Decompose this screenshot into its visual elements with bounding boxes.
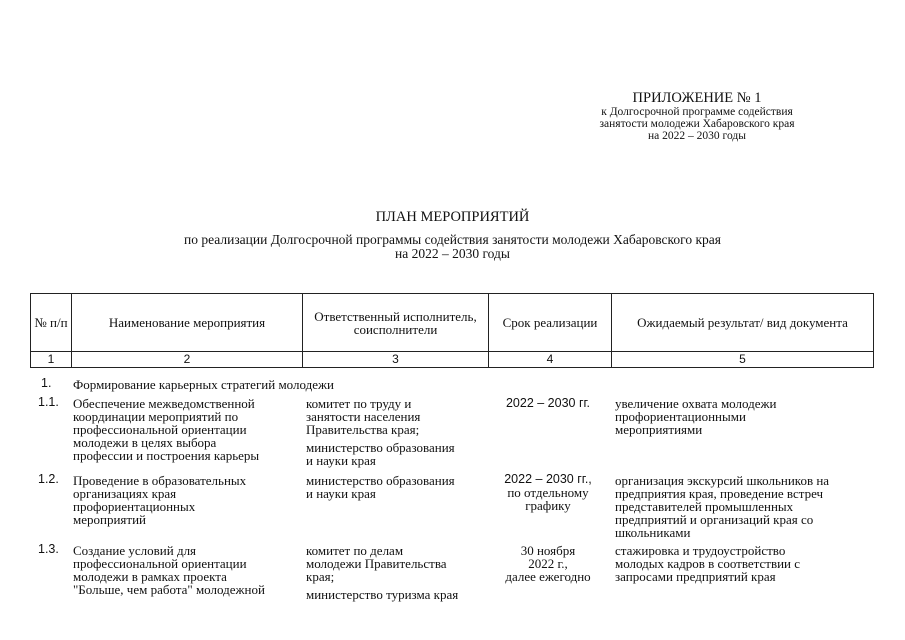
row-executor-line: молодежи Правительства [306, 556, 447, 571]
row-number: 1.2. [38, 472, 59, 486]
row-result-line: молодых кадров в соответствии с [615, 556, 801, 571]
header-name: Наименование мероприятия [72, 294, 303, 352]
row-term-line: 2022 г., [528, 556, 568, 571]
row-term-line: 2022 – 2030 гг. [505, 396, 591, 410]
row-executor-line: министерство туризма края [306, 587, 459, 602]
header-number: № п/п [31, 294, 72, 352]
row-name-line: "Больше, чем работа" молодежной [73, 582, 265, 597]
row-term-line: по отдельному [507, 485, 589, 500]
column-number-3: 3 [303, 352, 489, 368]
row-name-line: молодежи в рамках проекта [73, 569, 227, 584]
row-term-line: 30 ноября [520, 543, 576, 558]
header-result: Ожидаемый результат/ вид документа [612, 294, 874, 352]
row-result-line: увеличение охвата молодежи [615, 396, 777, 411]
section-title: Формирование карьерных стратегий молодежи [73, 377, 334, 392]
column-number-2: 2 [72, 352, 303, 368]
row-executor-line: и науки края [306, 453, 376, 468]
row-name-line: Обеспечение межведомственной [73, 396, 255, 411]
row-executor-line: министерство образования [306, 440, 455, 455]
row-result [615, 397, 875, 436]
row-term [488, 544, 608, 583]
row-name-line: Создание условий для [73, 543, 197, 558]
row-executor-line: Правительства края; [306, 422, 420, 437]
section-number: 1. [41, 376, 52, 390]
row-name-line: организациях края [73, 486, 177, 501]
row-result-line: предприятий и организаций края со [615, 512, 814, 527]
row-term-line: графику [525, 498, 571, 513]
row-result-line: запросами предприятий края [615, 569, 776, 584]
header-executor: Ответственный исполнитель, соисполнители [303, 294, 489, 352]
row-result-line: школьниками [615, 525, 691, 540]
column-number-5: 5 [612, 352, 874, 368]
plan-subtitle-2: на 2022 – 2030 годы [395, 246, 510, 261]
row-term [488, 473, 608, 512]
row-result-line: мероприятиями [615, 422, 703, 437]
column-number-1: 1 [31, 352, 72, 368]
row-result [615, 474, 877, 539]
column-number-4: 4 [489, 352, 612, 368]
row-executor [306, 474, 486, 500]
row-result-line: профориентационными [615, 409, 746, 424]
row-name-line: мероприятий [73, 512, 146, 527]
appendix-line-2: занятости молодежи Хабаровского края [599, 118, 795, 130]
row-name [73, 474, 303, 526]
row-result-line: представителей промышленных [615, 499, 794, 514]
row-name-line: Проведение в образовательных [73, 473, 247, 488]
appendix-line-3: на 2022 – 2030 годы [648, 130, 746, 142]
row-executor-line: комитет по делам [306, 543, 404, 558]
row-name-line: молодежи в целях выбора [73, 435, 217, 450]
row-number: 1.1. [38, 395, 59, 409]
appendix-block [567, 90, 827, 142]
row-executor-line: занятости населения [306, 409, 421, 424]
header-term: Срок реализации [489, 294, 612, 352]
row-name-line: профессиональной ориентации [73, 556, 247, 571]
row-result-line: стажировка и трудоустройство [615, 543, 786, 558]
row-executor-line: края; [306, 569, 335, 584]
plan-subtitle-1: по реализации Долгосрочной программы содействия занятости молодежи Хабаровского края [184, 232, 721, 247]
plan-table-header [30, 293, 874, 368]
row-name-line: профессиональной ориентации [73, 422, 247, 437]
row-executor [306, 544, 488, 601]
row-executor-line: министерство образования [306, 473, 455, 488]
appendix-line-1: к Долгосрочной программе содействия [601, 106, 793, 118]
row-result-line: предприятия края, проведение встреч [615, 486, 824, 501]
row-name-line: профориентационных [73, 499, 196, 514]
row-number: 1.3. [38, 542, 59, 556]
row-result-line: организация экскурсий школьников на [615, 473, 830, 488]
row-term [488, 397, 608, 410]
row-name-line: координации мероприятий по [73, 409, 239, 424]
row-executor [306, 397, 486, 467]
row-name-line: профессии и построения карьеры [73, 448, 260, 463]
plan-title-block [0, 209, 905, 261]
row-executor-line: комитет по труду и [306, 396, 412, 411]
row-term-line: 2022 – 2030 гг., [504, 472, 592, 486]
row-name [73, 397, 303, 462]
row-name [73, 544, 305, 596]
plan-title: ПЛАН МЕРОПРИЯТИЙ [375, 209, 530, 225]
row-executor-line: и науки края [306, 486, 376, 501]
appendix-title: ПРИЛОЖЕНИЕ № 1 [632, 90, 762, 106]
row-result [615, 544, 875, 583]
row-term-line: далее ежегодно [505, 569, 591, 584]
